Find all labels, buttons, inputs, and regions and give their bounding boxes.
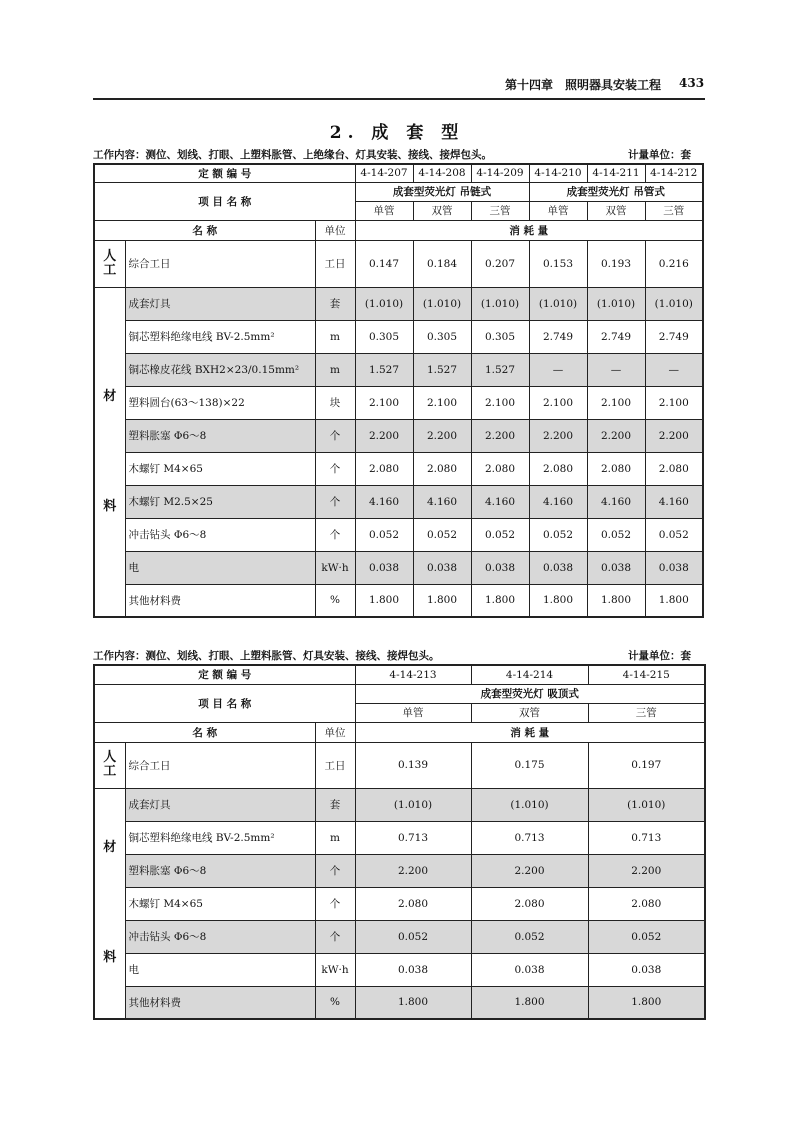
- row-name: 其他材料费: [125, 986, 315, 1019]
- subhead: 单管: [355, 703, 471, 722]
- column-header-row: [94, 722, 705, 742]
- row-value: 0.052: [588, 920, 705, 953]
- material-category-label: [95, 841, 125, 965]
- row-value: 0.713: [355, 821, 471, 854]
- row-name: 木螺钉 M4×65: [125, 887, 315, 920]
- material-category: [94, 287, 125, 617]
- row-name: 成套灯具: [125, 287, 315, 320]
- row-value: 0.038: [645, 551, 703, 584]
- row-value: 2.200: [355, 854, 471, 887]
- item-name-label: 项 目 名 称: [94, 684, 355, 722]
- row-value: 1.800: [413, 584, 471, 617]
- group-row: [94, 684, 705, 703]
- row-value: 0.038: [587, 551, 645, 584]
- labor-category: [94, 240, 125, 287]
- material-row: [94, 386, 703, 419]
- row-value: 2.749: [529, 320, 587, 353]
- quota-code: 4-14-211: [587, 164, 645, 182]
- row-unit: 个: [315, 419, 355, 452]
- subhead: 双管: [587, 201, 645, 220]
- row-name: 铜芯橡皮花线 BXH2×23/0.15mm²: [125, 353, 315, 386]
- row-unit: kW·h: [315, 953, 355, 986]
- row-value: —: [645, 353, 703, 386]
- row-value: 0.305: [471, 320, 529, 353]
- row-value: 2.080: [355, 452, 413, 485]
- row-value: 0.197: [588, 742, 705, 788]
- row-value: 2.749: [645, 320, 703, 353]
- subhead: 三管: [471, 201, 529, 220]
- row-unit: 套: [315, 788, 355, 821]
- row-value: (1.010): [355, 788, 471, 821]
- row-name: 成套灯具: [125, 788, 315, 821]
- row-value: 2.080: [529, 452, 587, 485]
- quota-code: 4-14-210: [529, 164, 587, 182]
- material-row: [94, 287, 703, 320]
- row-value: 1.800: [645, 584, 703, 617]
- labor-row: [94, 240, 703, 287]
- category-char: 工: [103, 262, 117, 278]
- row-value: 2.080: [355, 887, 471, 920]
- row-value: (1.010): [588, 788, 705, 821]
- row-name: 其他材料费: [125, 584, 315, 617]
- row-name: 塑料圆台(63～138)×22: [125, 386, 315, 419]
- row-name: 塑料胀塞 Φ6～8: [125, 854, 315, 887]
- row-value: 2.080: [471, 887, 588, 920]
- chapter-number: 第十四章: [505, 78, 554, 92]
- row-unit: 套: [315, 287, 355, 320]
- material-row: [94, 452, 703, 485]
- row-value: 0.305: [413, 320, 471, 353]
- chapter-title: 照明器具安装工程: [565, 78, 662, 92]
- row-unit: 个: [315, 887, 355, 920]
- row-unit: 工日: [315, 742, 355, 788]
- labor-category: [94, 742, 125, 788]
- name-column-label: 名 称: [94, 722, 315, 742]
- category-char: 材: [103, 388, 117, 404]
- row-value: (1.010): [529, 287, 587, 320]
- row-value: 1.800: [471, 986, 588, 1019]
- unit-note: 计量单位：套: [628, 650, 691, 662]
- row-value: 1.800: [587, 584, 645, 617]
- subhead: 单管: [529, 201, 587, 220]
- running-header: [93, 72, 705, 100]
- material-row: [94, 788, 705, 821]
- category-char: 料: [103, 950, 117, 966]
- row-value: 0.184: [413, 240, 471, 287]
- subhead: 双管: [413, 201, 471, 220]
- subhead: 双管: [471, 703, 588, 722]
- material-category: [94, 788, 125, 1019]
- row-value: 2.100: [471, 386, 529, 419]
- row-unit: %: [315, 584, 355, 617]
- row-unit: m: [315, 353, 355, 386]
- row-value: 0.038: [471, 551, 529, 584]
- material-row: [94, 419, 703, 452]
- row-value: 1.800: [355, 986, 471, 1019]
- row-value: 0.052: [471, 518, 529, 551]
- item-name-label: 项 目 名 称: [94, 182, 355, 220]
- quota-code: 4-14-208: [413, 164, 471, 182]
- row-value: 1.800: [355, 584, 413, 617]
- row-value: 2.749: [587, 320, 645, 353]
- row-name: 电: [125, 551, 315, 584]
- work-content-text: 工作内容：测位、划线、打眼、上塑料胀管、灯具安装、接线、接焊包头。: [93, 650, 440, 662]
- unit-column-label: 单位: [315, 722, 355, 742]
- material-row: [94, 887, 705, 920]
- quota-code: 4-14-214: [471, 665, 588, 684]
- quota-code: 4-14-209: [471, 164, 529, 182]
- row-unit: m: [315, 821, 355, 854]
- row-value: 0.139: [355, 742, 471, 788]
- row-name: 铜芯塑料绝缘电线 BV-2.5mm²: [125, 821, 315, 854]
- row-value: 2.080: [413, 452, 471, 485]
- subhead: 三管: [645, 201, 703, 220]
- row-name: 铜芯塑料绝缘电线 BV-2.5mm²: [125, 320, 315, 353]
- consumption-label: 消 耗 量: [355, 220, 703, 240]
- row-unit: 个: [315, 518, 355, 551]
- material-row: [94, 584, 703, 617]
- row-unit: 个: [315, 854, 355, 887]
- material-row: [94, 353, 703, 386]
- row-value: (1.010): [471, 287, 529, 320]
- material-row: [94, 551, 703, 584]
- row-unit: 个: [315, 452, 355, 485]
- row-unit: 个: [315, 920, 355, 953]
- row-value: 0.052: [355, 518, 413, 551]
- group-heading: 成套型荧光灯 吊链式: [355, 182, 529, 201]
- category-char: 人: [103, 248, 117, 264]
- row-value: 2.100: [529, 386, 587, 419]
- row-value: 0.216: [645, 240, 703, 287]
- row-value: 4.160: [587, 485, 645, 518]
- row-value: 2.200: [588, 854, 705, 887]
- quota-code: 4-14-207: [355, 164, 413, 182]
- row-value: 2.100: [355, 386, 413, 419]
- row-value: 0.147: [355, 240, 413, 287]
- row-value: 2.200: [355, 419, 413, 452]
- quota-code: 4-14-215: [588, 665, 705, 684]
- row-name: 塑料胀塞 Φ6～8: [125, 419, 315, 452]
- row-unit: %: [315, 986, 355, 1019]
- row-name: 电: [125, 953, 315, 986]
- row-value: (1.010): [587, 287, 645, 320]
- row-unit: 工日: [315, 240, 355, 287]
- row-value: 0.175: [471, 742, 588, 788]
- row-value: 0.193: [587, 240, 645, 287]
- material-row: [94, 920, 705, 953]
- section-title: 2. 成 套 型: [329, 123, 465, 143]
- material-row: [94, 821, 705, 854]
- code-row: [94, 164, 703, 182]
- row-value: 2.200: [413, 419, 471, 452]
- row-value: 4.160: [529, 485, 587, 518]
- category-char: 材: [103, 840, 117, 856]
- subhead: 单管: [355, 201, 413, 220]
- row-value: —: [587, 353, 645, 386]
- material-row: [94, 854, 705, 887]
- material-row: [94, 320, 703, 353]
- row-value: 2.200: [471, 419, 529, 452]
- material-row: [94, 485, 703, 518]
- quota-code-label: 定 额 编 号: [94, 665, 355, 684]
- consumption-label: 消 耗 量: [355, 722, 705, 742]
- row-value: 2.200: [529, 419, 587, 452]
- column-header-row: [94, 220, 703, 240]
- row-value: 0.713: [471, 821, 588, 854]
- name-column-label: 名 称: [94, 220, 315, 240]
- row-value: 0.038: [355, 953, 471, 986]
- row-name: 冲击钻头 Φ6～8: [125, 920, 315, 953]
- material-category-label: [95, 390, 125, 514]
- row-unit: 块: [315, 386, 355, 419]
- quota-code: 4-14-212: [645, 164, 703, 182]
- row-value: 4.160: [355, 485, 413, 518]
- row-value: 0.038: [355, 551, 413, 584]
- row-value: 1.800: [471, 584, 529, 617]
- material-row: [94, 986, 705, 1019]
- row-value: 0.038: [529, 551, 587, 584]
- work-content-line-1: [93, 147, 705, 162]
- subhead: 三管: [588, 703, 705, 722]
- row-value: 2.080: [588, 887, 705, 920]
- row-value: (1.010): [355, 287, 413, 320]
- unit-column-label: 单位: [315, 220, 355, 240]
- row-value: 0.052: [645, 518, 703, 551]
- row-name: 木螺钉 M2.5×25: [125, 485, 315, 518]
- row-value: 2.200: [645, 419, 703, 452]
- row-value: 0.052: [413, 518, 471, 551]
- row-value: 1.800: [588, 986, 705, 1019]
- row-value: 2.100: [587, 386, 645, 419]
- quota-code: 4-14-213: [355, 665, 471, 684]
- category-char: 工: [103, 764, 117, 779]
- group-heading: 成套型荧光灯 吊管式: [529, 182, 703, 201]
- category-char: 料: [103, 498, 117, 514]
- labor-row: [94, 742, 705, 788]
- work-content-line-2: [93, 648, 705, 663]
- row-unit: 个: [315, 485, 355, 518]
- row-value: 2.200: [587, 419, 645, 452]
- row-value: (1.010): [413, 287, 471, 320]
- row-unit: kW·h: [315, 551, 355, 584]
- row-value: 1.527: [355, 353, 413, 386]
- row-value: 2.080: [471, 452, 529, 485]
- row-name: 木螺钉 M4×65: [125, 452, 315, 485]
- row-value: 0.038: [471, 953, 588, 986]
- work-content-text: 工作内容：测位、划线、打眼、上塑料胀管、上绝缘台、灯具安装、接线、接焊包头。: [93, 149, 492, 161]
- row-value: 0.038: [588, 953, 705, 986]
- row-value: (1.010): [645, 287, 703, 320]
- quota-code-label: 定 额 编 号: [94, 164, 355, 182]
- row-value: 0.052: [471, 920, 588, 953]
- row-name: 冲击钻头 Φ6～8: [125, 518, 315, 551]
- quota-table-1: [93, 163, 704, 618]
- row-value: 4.160: [413, 485, 471, 518]
- row-value: 0.207: [471, 240, 529, 287]
- row-value: 0.052: [529, 518, 587, 551]
- row-name: 综合工日: [125, 240, 315, 287]
- row-value: (1.010): [471, 788, 588, 821]
- group-heading: 成套型荧光灯 吸顶式: [355, 684, 705, 703]
- row-value: 4.160: [645, 485, 703, 518]
- row-value: 1.527: [413, 353, 471, 386]
- row-value: 0.153: [529, 240, 587, 287]
- row-value: 2.200: [471, 854, 588, 887]
- code-row: [94, 665, 705, 684]
- row-value: 1.800: [529, 584, 587, 617]
- group-row: [94, 182, 703, 201]
- row-value: 2.080: [645, 452, 703, 485]
- row-value: 2.080: [587, 452, 645, 485]
- row-value: 0.052: [355, 920, 471, 953]
- row-value: 2.100: [645, 386, 703, 419]
- row-value: 0.713: [588, 821, 705, 854]
- unit-note: 计量单位：套: [628, 149, 691, 161]
- page-number: 433: [679, 76, 705, 90]
- row-value: 0.052: [587, 518, 645, 551]
- row-value: 0.305: [355, 320, 413, 353]
- material-row: [94, 518, 703, 551]
- row-value: —: [529, 353, 587, 386]
- row-value: 2.100: [413, 386, 471, 419]
- quota-table-2: [93, 664, 706, 1020]
- row-value: 4.160: [471, 485, 529, 518]
- material-row: [94, 953, 705, 986]
- row-value: 0.038: [413, 551, 471, 584]
- category-char: 人: [103, 750, 117, 765]
- row-name: 综合工日: [125, 742, 315, 788]
- row-unit: m: [315, 320, 355, 353]
- row-value: 1.527: [471, 353, 529, 386]
